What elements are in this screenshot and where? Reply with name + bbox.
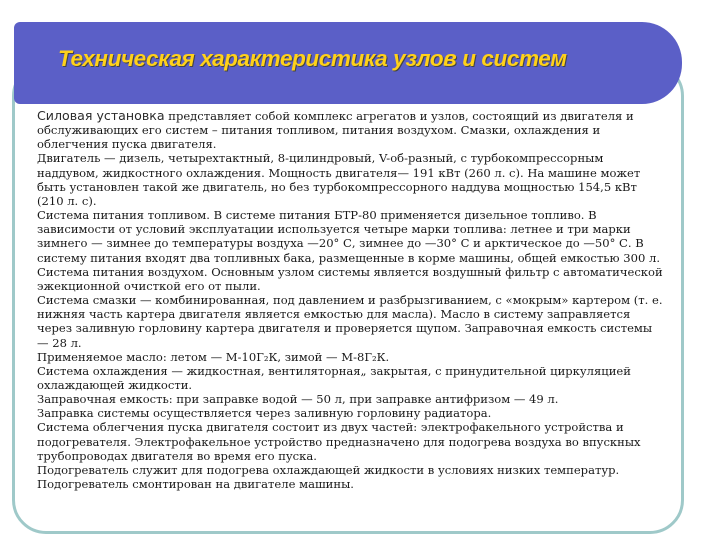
paragraph-start-aid: Система облегчения пуска двигателя состоит из двух частей: электрофакельного устройства и подогревателя. Электрофакельное устройство предназначено для подогрева воздуха во впускных трубопроводах двигателя во время его пуска. bbox=[37, 420, 641, 463]
slide-body bbox=[37, 109, 665, 539]
paragraph-refill: Заправка системы осуществляется через заливную горловину радиатора. bbox=[37, 406, 492, 421]
slide-title: Техническая характеристика узлов и систем bbox=[58, 46, 567, 71]
lead-term: Силовая установка bbox=[37, 108, 165, 123]
paragraph-lubrication: Система смазки — комбинированная, под давлением и разбрызгиванием, с «мокрым» картером (т. е. нижняя часть картера двигателя является емкостью для масла). Масло в систему заправляется через заливную горловину картера двигателя и проверяется щупом. Заправочная емкость системы — 28 л. bbox=[37, 293, 663, 350]
paragraph-fill-capacity: Заправочная емкость: при заправке водой — 50 л, при заправке антифризом — 49 л. bbox=[37, 392, 559, 407]
paragraph-air-system: Система питания воздухом. Основным узлом системы является воздушный фильтр с автоматической эжекционной очисткой его от пыли. bbox=[37, 264, 663, 293]
paragraph-oil: Применяемое масло: летом — М-10Г₂К, зимой — М-8Г₂К. bbox=[37, 349, 390, 364]
paragraph-cooling: Система охлаждения — жидкостная, вентиляторная„ закрытая, с принудительной циркуляцией охлаждающей жидкости. bbox=[37, 363, 631, 392]
paragraph-power-plant bbox=[37, 109, 665, 151]
paragraph-engine: Двигатель — дизель, четырехтактный, 8-цилиндровый, V-об-разный, с турбокомпрессорным наддувом, жидкостного охлаждения. Мощность двигателя— 191 кВт (260 л. с). На машине может быть установлен такой же двигатель, но без турбокомпрессорного наддува мощностью 154,5 кВт (210 л. с). bbox=[37, 151, 641, 208]
paragraph-heater-mount: Подогреватель смонтирован на двигателе машины. bbox=[37, 477, 354, 492]
paragraph-heater: Подогреватель служит для подогрева охлаждающей жидкости в условиях низких температур. bbox=[37, 462, 620, 477]
paragraph-text: представляет собой комплекс агрегатов и узлов, состоящий из двигателя и обслуживающих его систем – питания топливом, питания воздухом. Смазки, охлаждения и облегчения пуска двигателя. bbox=[37, 109, 634, 152]
paragraph-fuel-system: Система питания топливом. В системе питания БТР-80 применяется дизельное топливо. В зависимости от условий эксплуатации используется четыре марки топлива: летнее и три марки зимнего — зимнее до температуры воздуха —20° С, зимнее до —30° С и арктическое до —50° С. В систему питания входят два топливных бака, размещенные в корме машины, общей емкостью 300 л. bbox=[37, 208, 660, 265]
